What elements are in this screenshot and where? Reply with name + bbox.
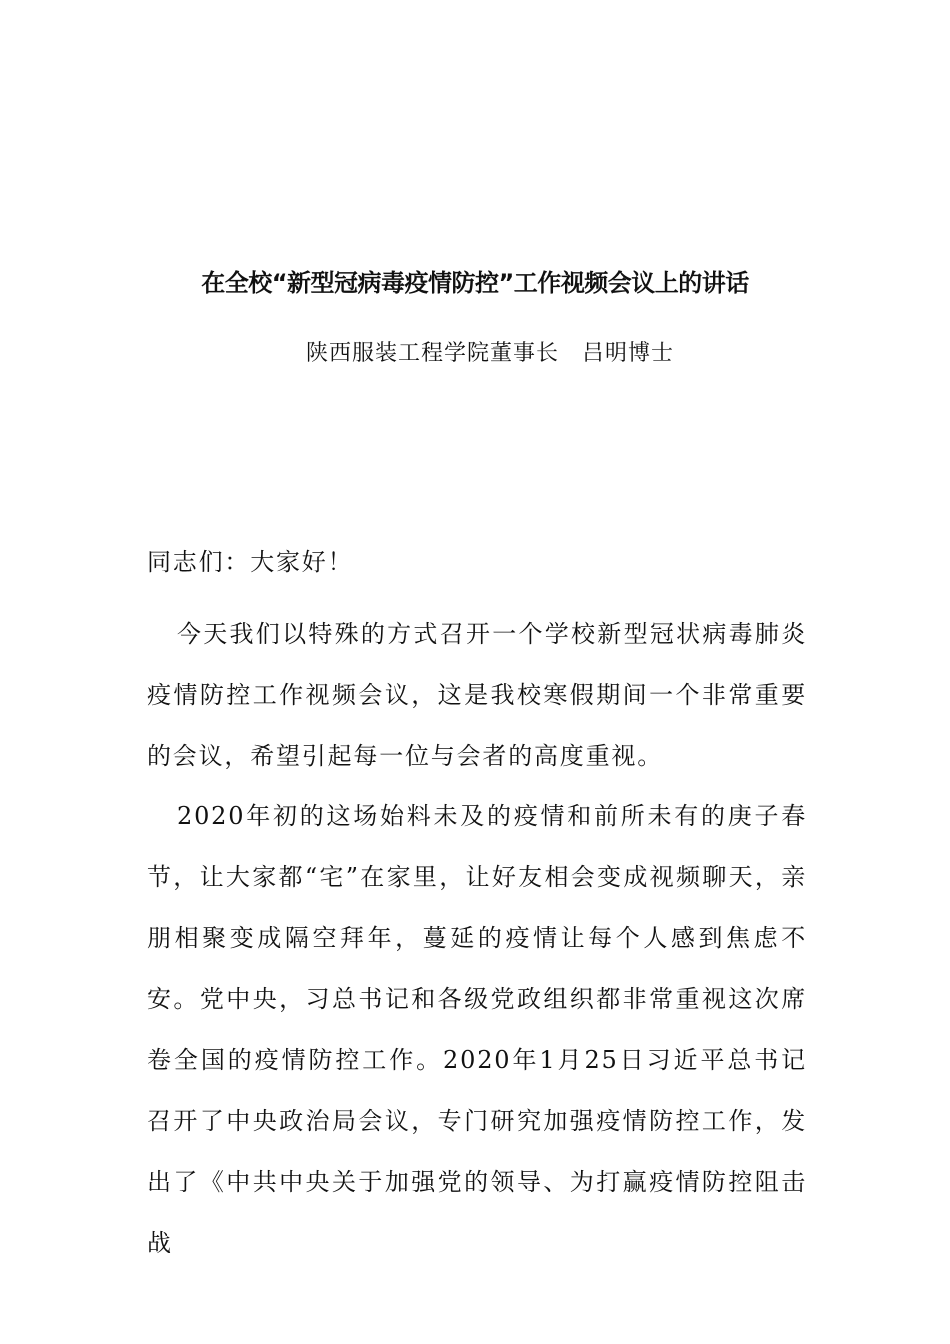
greeting: 同志们：大家好！ (147, 548, 354, 576)
author-line: 陕西服装工程学院董事长 吕明博士 (305, 341, 674, 366)
paragraph-1: 今天我们以特殊的方式召开一个学校新型冠状病毒肺炎疫情防控工作视频会议，这是我校寒假期间一个非常重要的会议，希望引起每一位与会者的高度重视。 (147, 620, 807, 770)
paragraph-2: 2020年初的这场始料未及的疫情和前所未有的庚子春节，让大家都“宅”在家里，让好友相会变成视频聊天，亲朋相聚变成隔空拜年，蔓延的疫情让每个人感到焦虑不安。党中央，习总书记和各级党政组织都非常重视这次席卷全国的疫情防控工作。2020年1月25日习近平总书记召开了中央政治局会议，专门研究加强疫情防控工作，发出了《中共中央关于加强党的领导、为打赢疫情防控阻击战 (147, 802, 807, 1257)
document-title: 在全校“新型冠病毒疫情防控”工作视频会议上的讲话 (201, 269, 749, 297)
